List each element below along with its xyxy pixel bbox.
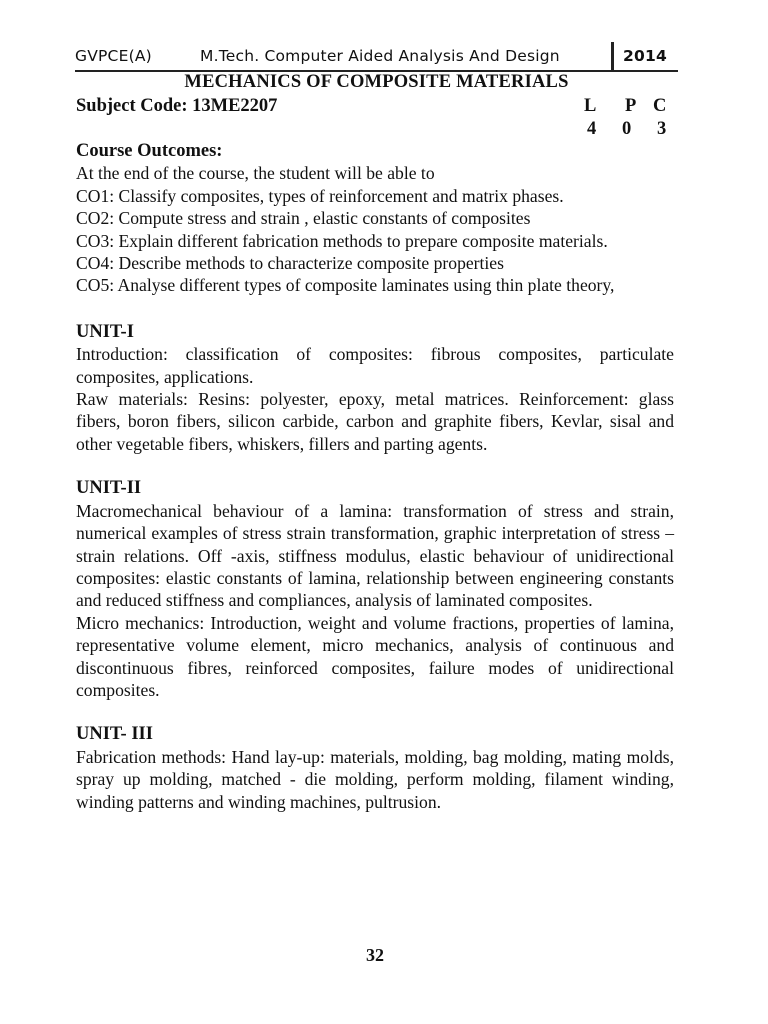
ltp-value-l: 4 — [587, 119, 597, 139]
course-outcome-1: CO1: Classify composites, types of reinforcement and matrix phases. — [76, 185, 564, 206]
running-header — [75, 40, 678, 70]
ltp-value-p: 0 — [622, 119, 632, 139]
unit-2-paragraph: Micro mechanics: Introduction, weight and volume fractions, properties of lamina, representative volume element, micro mechanics, analysis of continuous and discontinuous fibres, reinforced composites, failure modes of unidirectional composites. — [76, 612, 674, 700]
ltp-value-c: 3 — [657, 119, 667, 139]
ltp-header-c: C — [653, 96, 667, 116]
page-number: 32 — [366, 945, 384, 965]
course-outcome-5: CO5: Analyse different types of composite laminates using thin plate theory, — [76, 275, 615, 296]
program-name: M.Tech. Computer Aided Analysis And Design — [200, 47, 560, 65]
ltp-header-p: P — [625, 96, 637, 116]
outcomes-intro: At the end of the course, the student will be able to — [76, 163, 435, 184]
header-divider — [611, 42, 614, 70]
outcomes-heading: Course Outcomes: — [76, 141, 223, 161]
subject-code: Subject Code: 13ME2207 — [76, 96, 278, 116]
unit-1-paragraph: Raw materials: Resins: polyester, epoxy, metal matrices. Reinforcement: glass fibers, boron fibers, silicon carbide, carbon and graphite fibers, Kevlar, sisal and other vegetable fibers, whiskers, fillers and parting agents. — [76, 389, 674, 454]
course-outcome-3: CO3: Explain different fabrication methods to prepare composite materials. — [76, 230, 608, 251]
unit-2-paragraph: Macromechanical behaviour of a lamina: transformation of stress and strain, numerical examples of stress strain transformation, graphic interpretation of stress – strain relations. Off -axis, stiffness modulus, elastic behaviour of unidirectional composites: elastic constants of lamina, relationship between engineering constants and reduced stiffness and compliances, analysis of laminated composites. — [76, 500, 674, 611]
institution-name: GVPCE(A) — [75, 47, 152, 65]
unit-1-heading: UNIT-I — [76, 321, 134, 342]
ltp-header-l: L — [584, 96, 597, 116]
header-year: 2014 — [623, 47, 667, 65]
course-content — [76, 140, 674, 813]
unit-1-paragraph: Introduction: classification of composites: fibrous composites, particulate composites, applications. — [76, 344, 674, 387]
unit-3-paragraph: Fabrication methods: Hand lay-up: materials, molding, bag molding, mating molds, spray up molding, matched - die molding, perform molding, filament winding, winding patterns and winding machines, pultrusion. — [76, 746, 674, 812]
subject-title: MECHANICS OF COMPOSITE MATERIALS — [184, 72, 569, 92]
course-outcome-2: CO2: Compute stress and strain , elastic constants of composites — [76, 208, 531, 229]
unit-3-heading: UNIT- III — [76, 724, 153, 745]
course-outcome-4: CO4: Describe methods to characterize composite properties — [76, 253, 504, 274]
unit-2-heading: UNIT-II — [76, 478, 142, 499]
